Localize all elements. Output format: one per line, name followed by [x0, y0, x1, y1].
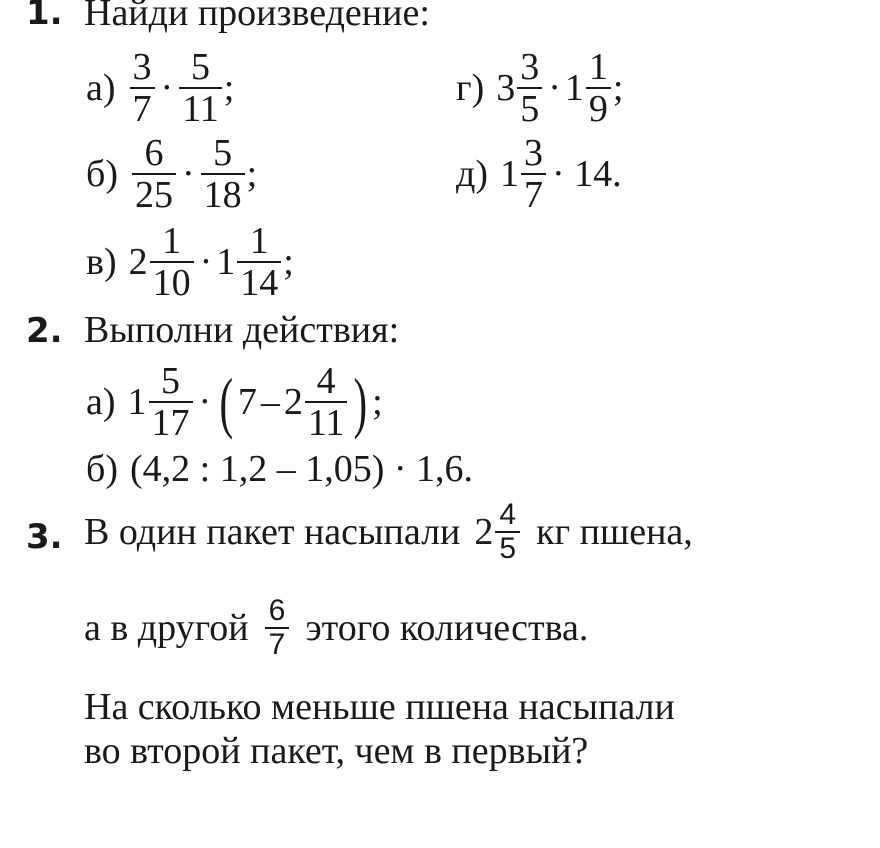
whole-part: 2 [283, 381, 303, 423]
denominator: 5 [495, 531, 520, 564]
fraction [517, 48, 542, 128]
expression-rest: · 14. [552, 153, 622, 195]
item-label: а) [86, 381, 116, 423]
fraction [305, 362, 348, 442]
task-1-number: 1. [26, 0, 63, 33]
denominator: 14 [237, 261, 281, 302]
denominator: 7 [130, 87, 155, 128]
task-1-title: Найди произведение: [84, 0, 430, 34]
numerator: 3 [524, 132, 543, 174]
left-paren: ( [219, 364, 234, 440]
numerator: 5 [213, 132, 233, 174]
numerator: 6 [268, 594, 286, 627]
whole-part: 1 [564, 67, 584, 109]
denominator: 25 [132, 173, 176, 214]
denominator: 9 [586, 87, 611, 128]
multiply-sign: · [199, 241, 213, 283]
text: кг пшена, [536, 511, 693, 553]
fraction [521, 134, 546, 214]
fraction [237, 222, 281, 302]
whole-part: 1 [500, 153, 519, 195]
minus-sign: – [260, 381, 280, 423]
numerator: 1 [249, 220, 269, 262]
whole-part: 3 [496, 67, 516, 109]
item-label: б) [86, 448, 118, 490]
denominator: 5 [517, 87, 542, 128]
numerator: 1 [588, 46, 608, 88]
numerator: 1 [162, 220, 182, 262]
numerator: 6 [144, 132, 164, 174]
task-2b [86, 450, 473, 488]
fraction [130, 48, 155, 128]
task-2-title: Выполни действия: [84, 309, 400, 351]
fraction [201, 134, 245, 214]
multiply-sign: · [548, 67, 561, 109]
task-3-line-1 [84, 500, 693, 564]
multiply-sign: · [182, 153, 195, 195]
fraction [149, 362, 193, 442]
punctuation: ; [283, 241, 294, 283]
multiply-sign: · [160, 67, 174, 109]
task-3-number: 3. [26, 517, 63, 557]
multiply-sign: · [198, 381, 212, 423]
right-paren: ) [353, 364, 368, 440]
number: 7 [237, 381, 257, 423]
item-label: в) [86, 241, 117, 283]
text: этого количества. [305, 607, 589, 649]
item-label: д) [456, 153, 488, 195]
punctuation: ; [246, 153, 258, 195]
numerator: 5 [190, 46, 210, 88]
item-label: а) [86, 67, 116, 109]
numerator: 5 [161, 360, 181, 402]
fraction [265, 596, 290, 660]
text: а в другой [84, 607, 249, 649]
task-3-line-3: На сколько меньше пшена насыпали [84, 686, 675, 728]
task-2-number: 2. [26, 311, 63, 351]
whole-part: 1 [127, 381, 147, 423]
denominator: 11 [179, 87, 222, 128]
fraction [132, 134, 176, 214]
fraction [586, 48, 611, 128]
numerator: 4 [316, 360, 336, 402]
denominator: 7 [521, 173, 546, 214]
item-label: г) [456, 67, 485, 109]
denominator: 10 [150, 261, 194, 302]
fraction [150, 222, 194, 302]
denominator: 7 [265, 627, 290, 660]
item-label: б) [86, 153, 118, 195]
denominator: 11 [305, 401, 348, 442]
expression: (4,2 : 1,2 – 1,05) · 1,6. [130, 448, 474, 490]
task-1d [456, 134, 622, 214]
whole-part: 2 [474, 511, 494, 553]
whole-part: 1 [216, 241, 236, 283]
fraction [495, 500, 520, 564]
numerator: 3 [520, 46, 540, 88]
task-2a [86, 362, 383, 442]
numerator: 3 [132, 46, 152, 88]
task-3-line-2 [84, 596, 588, 660]
whole-part: 2 [128, 241, 148, 283]
denominator: 17 [149, 401, 193, 442]
task-1b [86, 134, 257, 214]
denominator: 18 [201, 173, 245, 214]
text: В один пакет насыпали [84, 511, 461, 553]
punctuation: ; [223, 67, 235, 109]
punctuation: ; [372, 381, 383, 423]
task-3-line-4: во второй пакет, чем в первый? [84, 730, 589, 772]
task-1g [456, 48, 623, 128]
task-1v [86, 222, 294, 302]
punctuation: ; [612, 67, 624, 109]
task-1a [86, 48, 234, 128]
numerator: 4 [499, 498, 517, 531]
fraction [179, 48, 222, 128]
